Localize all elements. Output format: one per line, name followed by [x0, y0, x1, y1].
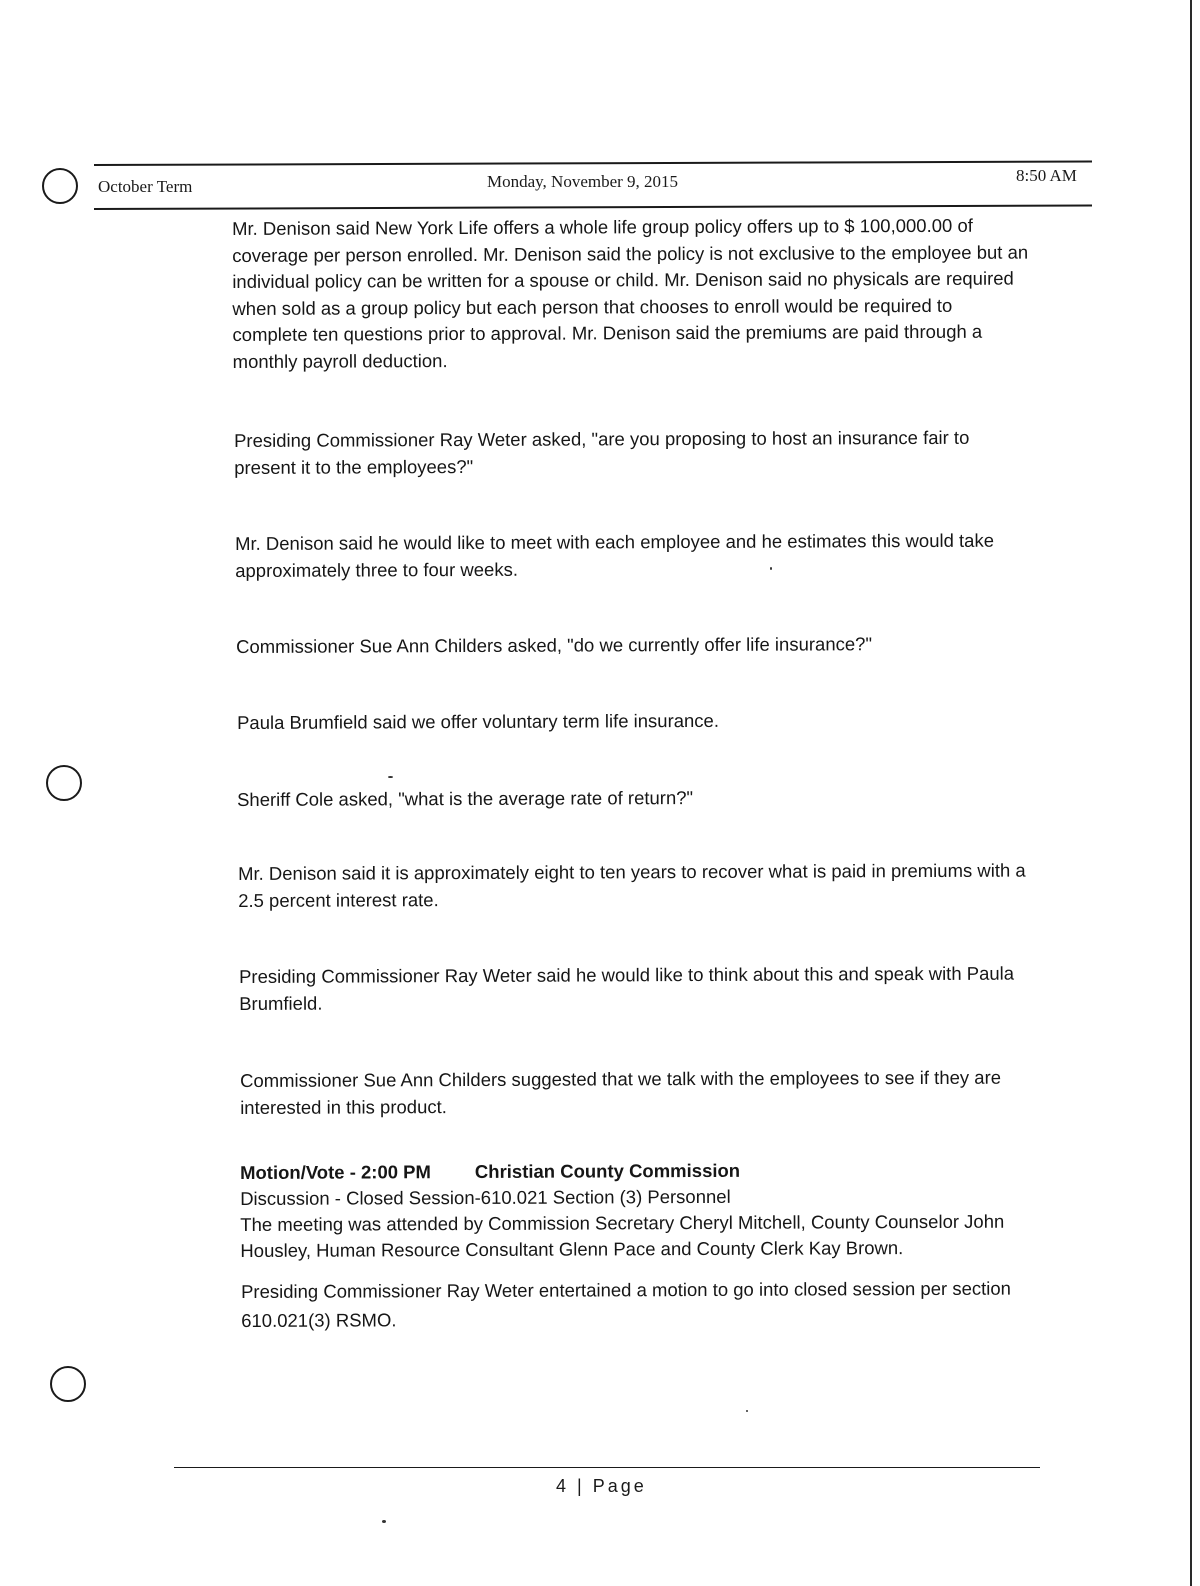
motion-heading	[240, 1157, 1040, 1186]
scan-speck	[746, 1410, 748, 1412]
header-time: 8:50 AM	[1016, 166, 1077, 185]
header-date: Monday, November 9, 2015	[487, 172, 679, 191]
punch-hole-icon	[46, 765, 82, 801]
scan-speck	[382, 1520, 386, 1523]
paragraph: Commissioner Sue Ann Childers asked, "do we currently offer life insurance?"	[236, 633, 873, 657]
motion-closing: Presiding Commissioner Ray Weter entertained a motion to go into closed session per section 610.021(3) RSMO.	[241, 1277, 1011, 1331]
header-rule-top	[94, 161, 1092, 166]
motion-label: Motion/Vote - 2:00 PM	[240, 1161, 431, 1183]
punch-hole-icon	[42, 168, 78, 204]
punch-hole-icon	[50, 1366, 86, 1402]
paragraph: Presiding Commissioner Ray Weter said he would like to think about this and speak with Paula Brumfield.	[239, 962, 1015, 1014]
motion-discussion: Discussion - Closed Session-610.021 Section (3) Personnel	[240, 1185, 731, 1209]
paragraph: Commissioner Sue Ann Childers suggested that we talk with the employees to see if they are interested in this product.	[240, 1066, 1002, 1118]
scan-speck	[388, 776, 393, 778]
scan-speck	[770, 567, 772, 570]
paragraph: Mr. Denison said it is approximately eight to ten years to recover what is paid in premiums with a 2.5 percent interest rate.	[238, 859, 1026, 911]
footer-rule	[174, 1467, 1040, 1468]
motion-section	[240, 1157, 1040, 1264]
motion-attendance: The meeting was attended by Commission Secretary Cheryl Mitchell, County Counselor John Housley, Human Resource Consultant Glenn Pace and County Clerk Kay Brown.	[240, 1210, 1005, 1261]
paragraph: Sheriff Cole asked, "what is the average rate of return?"	[237, 787, 694, 810]
paragraph: Mr. Denison said he would like to meet with each employee and he estimates this would take approximately three to four weeks.	[235, 529, 995, 581]
header-rule-bottom	[94, 205, 1092, 210]
paragraph: Mr. Denison said New York Life offers a whole life group policy offers up to $ 100,000.00 of coverage per person enrolled. Mr. Denison said the policy is not exclusive to the employee but an individual policy can be written for a spouse or child. Mr. Denison said no physicals are required when sold as a group policy but each person that chooses to enroll would be required to complete ten questions prior to approval. Mr. Denison said the premiums are paid through a monthly payroll deduction.	[232, 214, 1029, 372]
motion-body-name: Christian County Commission	[474, 1159, 741, 1182]
page-number: 4 | Page	[556, 1476, 647, 1496]
header-term: October Term	[98, 177, 193, 196]
paragraph: Presiding Commissioner Ray Weter asked, "are you proposing to host an insurance fair to present it to the employees?"	[234, 426, 970, 478]
scan-edge	[1190, 0, 1192, 1586]
paragraph: Paula Brumfield said we offer voluntary term life insurance.	[237, 709, 720, 733]
